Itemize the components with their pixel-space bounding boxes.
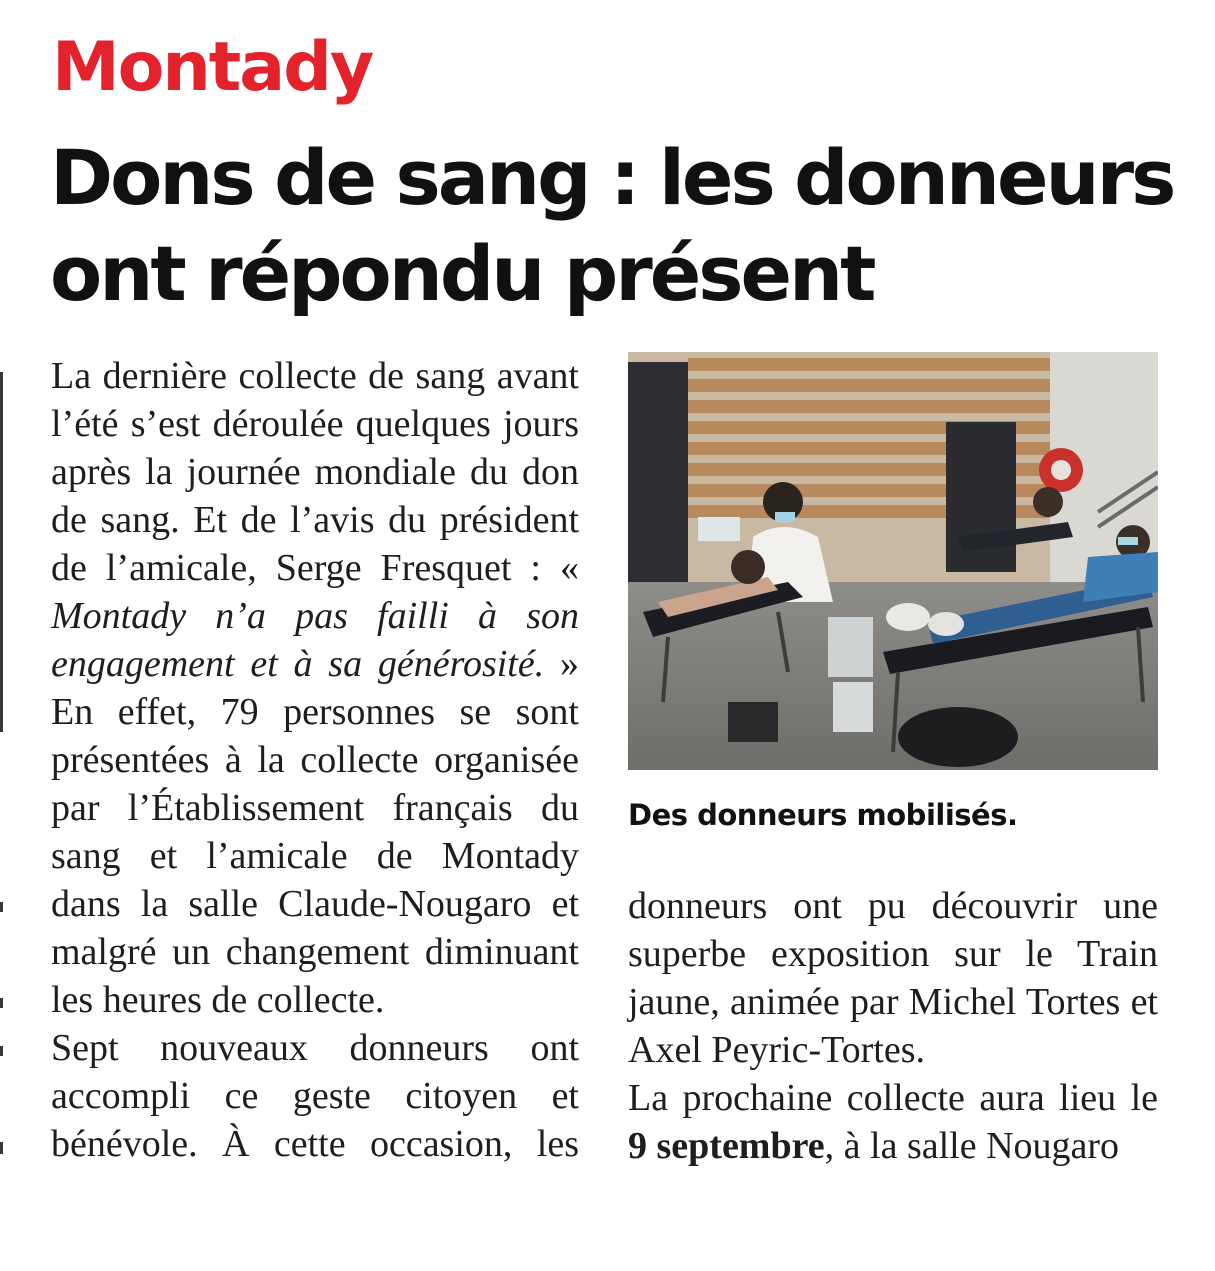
headline-line-1: Dons de sang : les donneurs — [50, 133, 1174, 222]
paragraph-intro — [51, 352, 579, 688]
adjacent-column-edge — [0, 998, 3, 1008]
headline-line-2: ont répondu présent — [50, 229, 874, 318]
president-quote: Montady n’a pas failli à son engagement et à sa générosité. — [51, 595, 579, 685]
intro-text: La dernière collecte de sang avant l’été s’est déroulée quelques jours après la journée mondiale du don de sang. Et de l’avis du président de l’amicale, Serge Fresquet : « — [51, 355, 579, 589]
next-collection-date: 9 septembre — [628, 1125, 825, 1167]
paragraph-exhibition: donneurs ont pu découvrir une superbe exposition sur le Train jaune, animée par Michel Tortes et Axel Peyric-Tortes. — [628, 885, 1158, 1071]
photo-illustration — [628, 352, 1158, 770]
adjacent-column-edge — [0, 1142, 3, 1154]
next-collection-place: , à la salle Nougaro — [824, 1125, 1120, 1167]
body-column-left — [51, 352, 579, 1168]
article-headline — [50, 130, 1173, 322]
paragraph-next-collection — [628, 1074, 1158, 1170]
adjacent-column-edge — [0, 902, 3, 912]
body-column-right — [628, 882, 1158, 1170]
adjacent-column-edge — [0, 372, 3, 732]
paragraph-attendance: En effet, 79 personnes se sont présentées à la collecte organisée par l’Établissement français du sang et l’amicale de Montady dans la salle Claude-Nougaro et malgré un changement diminuant les heures de collecte. — [51, 691, 579, 1021]
quote-close: » — [544, 643, 579, 685]
photo-caption: Des donneurs mobilisés. — [628, 798, 1018, 832]
donors-photo — [628, 352, 1158, 770]
paragraph-new-donors: Sept nouveaux donneurs ont accompli ce geste citoyen et bénévole. À cette occasion, les — [51, 1027, 579, 1165]
next-collection-lead: La prochaine collecte aura lieu le — [628, 1077, 1158, 1119]
section-kicker: Montady — [52, 28, 373, 107]
adjacent-column-edge — [0, 1046, 3, 1056]
